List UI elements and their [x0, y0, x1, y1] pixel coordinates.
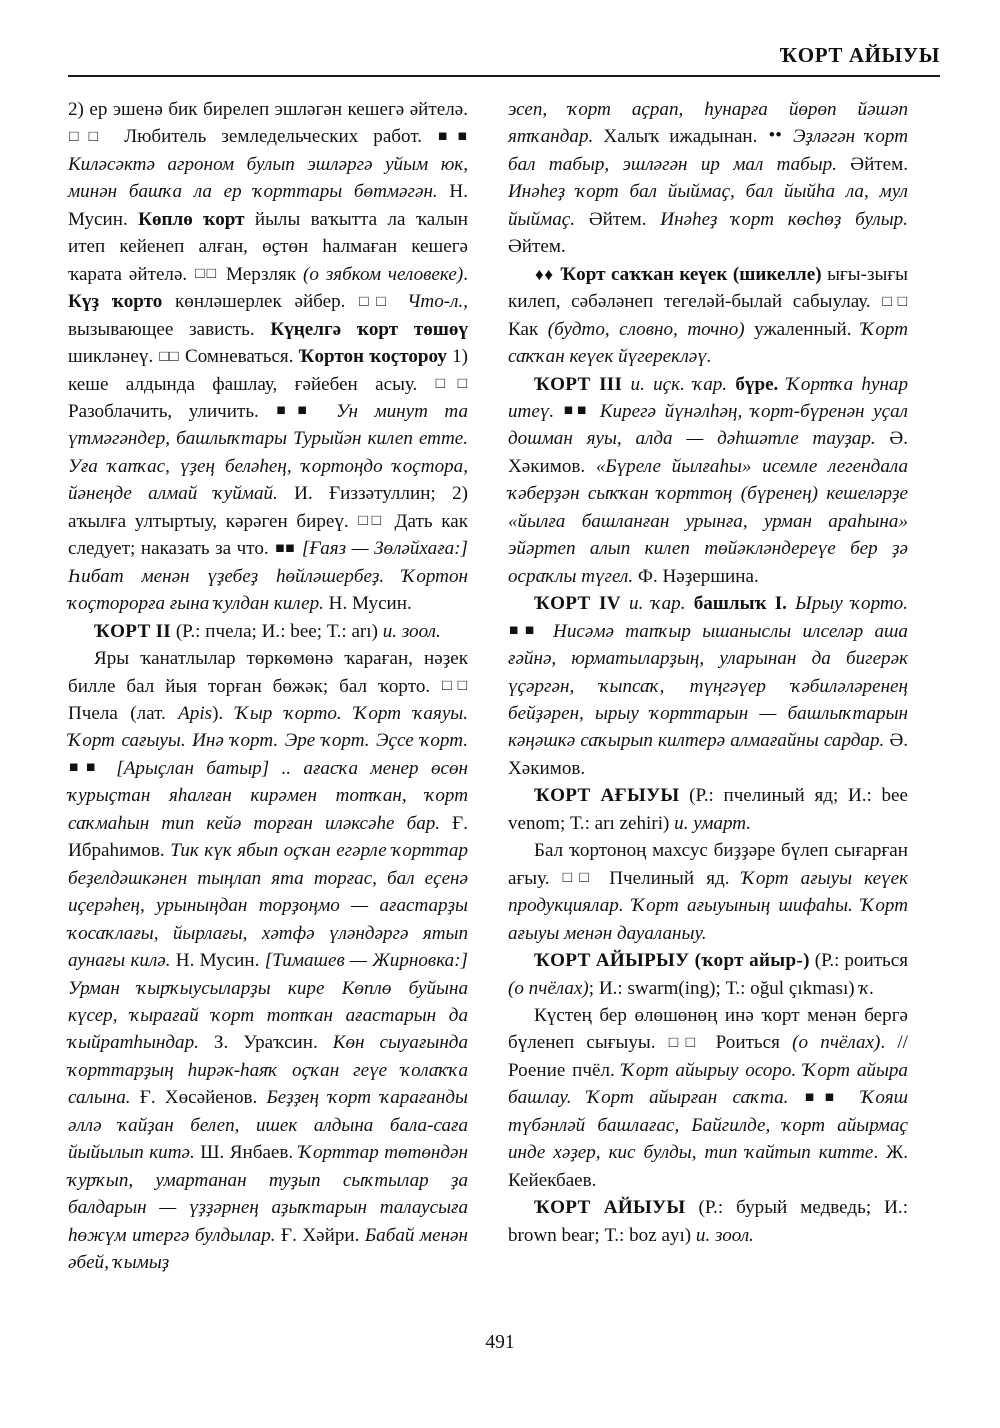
body-text: Пчелиный яд. — [597, 867, 742, 889]
diamond-marker-icon: ♦ ♦ — [534, 265, 555, 284]
italic-text: Киләсәктә агроном булып эшләргә уйым юк, минән башҡа ла ер ҡорттары бөтмәгән. — [68, 153, 468, 203]
entry-block — [508, 1194, 908, 1249]
headword: ҠОРТ АЙЫРЫУ (ҡорт айыр-) — [534, 950, 810, 972]
body-text: , вызывающее зависть. — [68, 291, 468, 340]
filled-square-marker-icon: ■ ■ — [563, 402, 591, 419]
italic-text: Ҡорт саҡҡан кеүек йүгерекләү. — [508, 318, 909, 368]
italic-text: Нисәмә тапҡыр ышаныслы илселәр аша ғәйнә, юрматыларҙың, уларынан да бигерәк үҫәргән, ҡыпсаҡ, түңгәүер ҡәбиләләренең бейҙәрен, ырыу ҡорттарын — башлыҡтарын кәңәшкә саҡырып килтерә алмағайны сардар. — [508, 620, 908, 752]
body-text: Н. Мусин. — [170, 950, 265, 972]
filled-square-marker-icon: ■ ■ — [437, 128, 468, 145]
body-text: Ғ. Хәйри. — [275, 1224, 365, 1246]
body-text: ; И.: swarm(ing); Т.: oğul çıkması) — [588, 977, 860, 999]
filled-square-marker-icon: ■ ■ — [804, 1089, 846, 1106]
bold-term: Көплө ҡорт — [138, 208, 245, 230]
italic-text: Ун минут та үтмәгәндер, башлыҡтары Турыйән килеп етте. Уға ҡапҡас, үҙең беләһең, ҡортоңдо ҡоҫтора, йәнеңде алмай ҡуймай. — [68, 400, 468, 505]
bold-term: Күҙ ҡорто — [68, 291, 163, 313]
italic-text: и. зоол. — [695, 1224, 754, 1246]
body-text: Күстең бер өлөшөнөң инә ҡорт менән бергә бүленеп сығыуы. — [508, 1004, 908, 1054]
body-text: ығы-зығы килеп, сәбәләнеп тегеләй-былай сабыулау. — [508, 263, 908, 313]
body-text: Яры ҡанатлылар төркөмөнә ҡараған, нәҙек билле бал йыя торған бөжәк; бал ҡорто. — [68, 648, 468, 697]
running-head: ҠОРТ АЙЫУЫ — [779, 43, 940, 67]
body-columns — [68, 96, 940, 1286]
entry-block — [508, 947, 908, 1002]
body-text: Бал ҡортоноң махсус биҙҙәре бүлеп сығарған ағыу. — [508, 840, 908, 889]
body-text: ужаленный. — [744, 318, 862, 340]
body-text: . // Роение пчёл. — [508, 1032, 908, 1081]
italic-text: Бабай менән әбей, ҡымыҙ — [68, 1224, 468, 1274]
filled-square-marker-icon: ■ ■ — [274, 540, 296, 557]
body-text: 2) ер эшенә бик бирелеп эшләгән кешегә әйтелә. — [68, 99, 468, 120]
body-text: Н. Мусин. — [68, 181, 468, 230]
entry-block — [508, 837, 908, 947]
open-square-marker-icon: □ □ — [881, 293, 908, 310]
italic-text: Эҙләгән ҡорт бал табыр, эшләгән ир мал табыр. — [508, 126, 908, 175]
body-text: Н. Мусин. — [323, 593, 412, 615]
body-text: Ә. Хәкимов. — [508, 428, 908, 477]
open-square-marker-icon: □ □ — [358, 293, 395, 310]
italic-text: Беҙҙең ҡорт ҡарағанды әллә ҡайҙан белеп, ишек алдына бала-саға йыйылып китә. — [68, 1087, 468, 1164]
body-text — [685, 593, 693, 614]
bold-term: бүре. — [735, 373, 779, 395]
italic-text: Кирегә йүнәлһәң, ҡорт-бүренән уҫал дошман яуы, алда — дәһшәтле тауҙар. — [508, 400, 908, 450]
bold-term: башлыҡ I. — [693, 593, 787, 615]
open-square-marker-icon: □ □ — [158, 348, 179, 365]
body-text: Разоблачить, уличить. — [68, 400, 276, 422]
italic-text: и. иҫк. ҡар. — [630, 373, 728, 395]
filled-square-marker-icon: ■ ■ — [68, 759, 104, 776]
italic-text: эсеп, ҡорт аҫрап, һунарға йөрөп йәшәп ятҡандар. — [508, 99, 908, 148]
headword: ҠОРТ III — [534, 373, 623, 395]
open-square-marker-icon: □ □ — [668, 1034, 704, 1051]
body-text: Әйтем. — [575, 208, 661, 230]
entry-block — [508, 1002, 908, 1194]
body-text: Любитель земледельческих работ. — [109, 126, 437, 148]
italic-text: Ырыу ҡорто. — [795, 593, 908, 615]
italic-text: Ҡортҡа һунар итеү. — [508, 373, 909, 422]
body-text: йылы ваҡытта ла ҡалын итеп кейенеп алған, өҫтөн һалмаған кешегә ҡарата әйтелә. — [68, 208, 468, 285]
italic-text: (о пчёлах) — [792, 1032, 881, 1054]
filled-square-marker-icon: ■ ■ — [275, 402, 319, 419]
italic-text: и. умарт. — [674, 812, 752, 834]
body-text: З. Ураҡсин. — [198, 1032, 333, 1054]
entry-block — [508, 261, 908, 371]
italic-text: Тик күк ябып оҫҡан егәрле ҡорттар беҙелдәшкәнен тыңлап ята торғас, бал еҫенә иҫерәһең, урыныңдан торҙоңмо — ағастарҙы ҡосаҡлағы, йырлағы, хәтфә үләндәргә ятып аунағы килә. — [68, 840, 468, 972]
entry-block — [68, 645, 468, 1276]
italic-text: [Арыҫлан батыр] .. ағасҡа менер өсөн ҡурыҫтан яһалған кирәмен тотҡан, ҡорт саҡмаһын тип кейә торған иләксәһе бар. — [68, 757, 468, 834]
body-text — [783, 126, 793, 147]
body-text — [787, 593, 795, 614]
italic-text: [Тимашев — Жирновка:] Урман ҡырҡыусыларҙы кире Көплө буйына күсер, ҡырағай ҡорт тотҡан ағастарын да ҡыйратһындар. — [68, 950, 468, 1054]
body-text: Пчела (лат. — [68, 702, 179, 724]
body-text — [778, 374, 786, 395]
page-number: 491 — [485, 1332, 515, 1353]
italic-text: (о зябком человеке) — [303, 263, 464, 285]
italic-text: Ҡояш түбәнләй башлағас, Байгилде, ҡорт айырмаҫ инде хәҙер, кис булды, тип ҡайтып китте — [508, 1087, 908, 1164]
italic-text: и. зоол. — [382, 620, 441, 642]
body-text: 1) кеше алдында фашлау, ғәйебен асыу. — [68, 346, 468, 395]
italic-text: (о пчёлах) — [508, 977, 589, 999]
body-text: Мерзляк — [219, 263, 304, 285]
italic-text: Ҡыр ҡорто. Ҡорт ҡаяуы. Ҡорт сағыуы. Инә ҡорт. Эре ҡорт. Эҫсе ҡорт. — [68, 702, 468, 752]
body-text: (Р.: бурый медведь; И.: brown bear; Т.: boz ayı) — [508, 1197, 908, 1246]
italic-text: Ҡорт айырыу осоро. Ҡорт айыра башлау. Ҡорт айырған саҡта. — [508, 1059, 908, 1109]
body-text: Әйтем. — [837, 153, 908, 175]
bold-term: Күңелгә ҡорт төшөү — [270, 318, 468, 340]
bullet-marker-icon: • • — [768, 125, 783, 146]
open-square-marker-icon: □ □ — [68, 128, 109, 145]
body-text: (Р.: роиться — [809, 950, 908, 972]
italic-text: Ҡорттар төтөндән ҡурҡып, умартанан туҙып сыҡтылар ҙа балдарын — үҙҙәрнең аҙыҡтарын талаусыға һөжүм итергә булдылар. — [68, 1142, 468, 1246]
body-text: көнләшерлек әйбер. — [162, 291, 359, 313]
open-square-marker-icon: □ □ — [441, 677, 468, 694]
bold-term: Ҡорт саҡҡан кеүек (шикелле) — [560, 263, 822, 285]
body-text: Как — [508, 318, 548, 340]
entry-block — [508, 96, 908, 261]
headword: ҠОРТ АҒЫУЫ — [534, 785, 680, 807]
body-text: Сомневаться. — [179, 346, 299, 368]
italic-text: Apis — [178, 702, 213, 724]
open-square-marker-icon: □ □ — [357, 512, 386, 529]
body-text: . — [463, 263, 468, 285]
body-text: Халыҡ ижадынан. — [593, 126, 768, 148]
headword: ҠОРТ IV — [534, 593, 621, 615]
italic-text: и. ҡар. — [629, 593, 686, 615]
body-text: (Р.: пчела; И.: bee; Т.: arı) — [171, 620, 383, 642]
headword: ҠОРТ II — [94, 620, 172, 642]
right-column — [508, 96, 908, 1249]
body-text — [554, 401, 563, 422]
body-text — [621, 593, 629, 614]
filled-square-marker-icon: ■ ■ — [508, 622, 542, 639]
bold-term: Ҡортон ҡоҫтороу — [298, 346, 447, 368]
body-text: Әйтем. — [508, 236, 566, 258]
body-text: . Ж. Кейекбаев. — [508, 1142, 908, 1191]
body-text: Ғ. Хөсәйенов. — [130, 1087, 267, 1109]
body-text: Роиться — [703, 1032, 793, 1054]
body-text: И. Ғиззәтуллин; 2) аҡылға ултыртыу, кәрәген биреү. — [68, 483, 468, 532]
entry-block — [508, 590, 908, 782]
italic-text: Көн сыуағында ҡорттарҙың һирәк-һаяҡ оҫҡан геүе ҡолаҡҡа салына. — [68, 1032, 468, 1109]
open-square-marker-icon: □ □ — [562, 869, 597, 886]
body-text: Ә. Хәкимов. — [508, 730, 909, 779]
italic-text: Что-л. — [407, 291, 464, 313]
italic-text: Ҡорт ағыуы кеүек продукциялар. Ҡорт ағыуының шифаһы. Ҡорт ағыуы менән дауаланыу. — [508, 867, 908, 944]
body-text — [395, 291, 408, 312]
entry-block — [68, 618, 468, 645]
body-text — [622, 374, 630, 395]
entry-block — [508, 782, 908, 837]
body-text: Дать как следует; наказать за что. — [68, 510, 468, 560]
body-text: Ш. Янбаев. — [194, 1142, 299, 1164]
body-text — [788, 1087, 803, 1108]
body-text: ). — [212, 702, 236, 724]
italic-text: (будто, словно, точно) — [547, 318, 745, 340]
italic-text: Инәһеҙ ҡорт көсһөҙ булыр. — [660, 208, 908, 230]
entry-block — [68, 96, 468, 618]
entry-block — [508, 371, 908, 591]
open-square-marker-icon: □ □ — [194, 265, 219, 282]
open-square-marker-icon: □ □ — [435, 375, 468, 392]
body-text: (Р.: пчелиный яд; И.: bee venom; Т.: arı zehiri) — [508, 785, 908, 834]
left-column — [68, 96, 468, 1276]
body-text: Ғ. Ибраһимов. — [68, 812, 468, 862]
header-rule — [68, 75, 940, 77]
body-text: шикләнеү. — [68, 346, 159, 368]
italic-text: ҡ. — [859, 977, 875, 999]
body-text: Ф. Нәҙершина. — [633, 565, 759, 587]
italic-text: Инәһеҙ ҡорт бал йыймаҫ, бал йыйһа ла, мул йыймаҫ. — [508, 181, 908, 230]
italic-text: [Ғаяз — Зөләйхаға:] Һибат менән үҙебеҙ һөйләшербеҙ. Ҡортон ҡоҫторорға ғына ҡулдан килер. — [68, 538, 468, 615]
italic-text: «Бүреле йылғаһы» исемле легендала ҡәберҙән сыҡҡан ҡорттоң (бүренең) кешеләрҙе «йылға башланған урынға, урман араһына» эйәртеп алып килеп төйәкләндереүе бер ҙә осраҡлы түгел. — [508, 455, 908, 587]
headword: ҠОРТ АЙЫУЫ — [534, 1197, 686, 1219]
